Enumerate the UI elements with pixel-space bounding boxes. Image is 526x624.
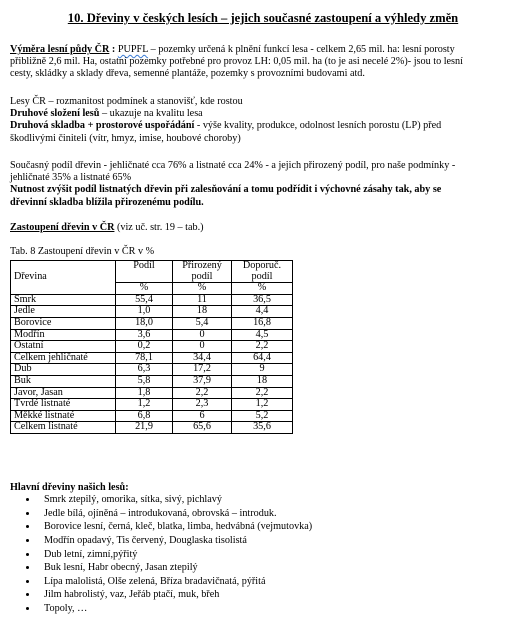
share-heading-label: Zastoupení dřevin v ČR bbox=[10, 222, 115, 233]
unit-cell: % bbox=[173, 283, 232, 295]
table-row bbox=[11, 399, 293, 411]
main-species-list bbox=[24, 494, 312, 617]
area-line-2: přibližně 2,6 mil. Ha, ostatní pozemky potřebné pro provoz LH: 0,05 mil. ha (to je asi necelé 2%)- jsou to lesní bbox=[10, 56, 463, 68]
diversity-line-3 bbox=[10, 120, 510, 132]
species-composition-term: Druhové složení lesů bbox=[10, 108, 100, 120]
current-bold-1: Nutnost zvýšit podíl listnatých dřevin při zalesňování a tomu podřídit i výchovné zásahy tak, aby se bbox=[10, 184, 442, 196]
value-cell: 55,4 bbox=[116, 294, 173, 306]
list-item: • Topoly, … bbox=[38, 603, 312, 615]
header-share: Podíl bbox=[116, 261, 173, 283]
table-row bbox=[11, 306, 293, 318]
value-cell: 65,6 bbox=[173, 422, 232, 434]
table-row bbox=[11, 329, 293, 341]
value-cell: 5,8 bbox=[116, 375, 173, 387]
value-cell: 11 bbox=[173, 294, 232, 306]
value-cell: 36,5 bbox=[232, 294, 293, 306]
diversity-paragraph bbox=[10, 96, 510, 145]
value-cell: 34,4 bbox=[173, 352, 232, 364]
area-label: Výměra lesní půdy ČR bbox=[10, 44, 110, 55]
value-cell: 1,2 bbox=[232, 399, 293, 411]
value-cell: 4,5 bbox=[232, 329, 293, 341]
species-name-cell: Měkké listnaté bbox=[11, 410, 116, 422]
structure-term: Druhová skladba + prostorové uspořádání bbox=[10, 120, 195, 132]
unit-cell: % bbox=[116, 283, 173, 295]
structure-desc: - výše kvality, produkce, odolnost lesních porostu (LP) před bbox=[194, 120, 442, 132]
diversity-line-2 bbox=[10, 108, 510, 120]
value-cell: 5,4 bbox=[173, 317, 232, 329]
species-name-cell: Celkem listnaté bbox=[11, 422, 116, 434]
value-cell: 1,0 bbox=[116, 306, 173, 318]
current-bold-2: dřevinní skladba blížila přirozenému podílu. bbox=[10, 196, 204, 208]
table-row bbox=[11, 364, 293, 376]
list-item: • Lípa malolistá, Olše zelená, Bříza bradavičnatá, pýřitá bbox=[38, 576, 312, 588]
value-cell: 37,9 bbox=[173, 375, 232, 387]
table-row bbox=[11, 410, 293, 422]
species-name-cell: Celkem jehličnaté bbox=[11, 352, 116, 364]
value-cell: 2,2 bbox=[232, 341, 293, 353]
value-cell: 17,2 bbox=[173, 364, 232, 376]
area-line-1: Výměra lesní půdy ČR : PUPFL – pozemky určená k plnění funkcí lesa - celkem 2,65 mil. ha: lesní porosty bbox=[10, 44, 455, 55]
area-paragraph bbox=[10, 44, 510, 81]
value-cell: 35,6 bbox=[232, 422, 293, 434]
species-name-cell: Tvrdé listnaté bbox=[11, 399, 116, 411]
table-row bbox=[11, 294, 293, 306]
value-cell: 2,2 bbox=[173, 387, 232, 399]
value-cell: 18 bbox=[232, 375, 293, 387]
value-cell: 21,9 bbox=[116, 422, 173, 434]
table-row bbox=[11, 352, 293, 364]
list-item: • Borovice lesní, černá, kleč, blatka, limba, hedvábná (vejmutovka) bbox=[38, 521, 312, 533]
table-row bbox=[11, 422, 293, 434]
species-composition-desc: – ukazuje na kvalitu lesa bbox=[99, 108, 203, 120]
table-body bbox=[11, 294, 293, 433]
value-cell: 4,4 bbox=[232, 306, 293, 318]
value-cell: 16,8 bbox=[232, 317, 293, 329]
value-cell: 3,6 bbox=[116, 329, 173, 341]
area-abbr: PUPFL bbox=[117, 44, 149, 55]
current-share-paragraph bbox=[10, 160, 510, 209]
species-name-cell: Modřín bbox=[11, 329, 116, 341]
value-cell: 64,4 bbox=[232, 352, 293, 364]
list-item: • Dub letní, zimní,pýřitý bbox=[38, 549, 312, 561]
share-heading bbox=[10, 222, 510, 234]
value-cell: 18,0 bbox=[116, 317, 173, 329]
species-name-cell: Dub bbox=[11, 364, 116, 376]
header-natural-share: Přirozený podíl bbox=[173, 261, 232, 283]
page-title: 10. Dřeviny v českých lesích – jejich současné zastoupení a výhledy změn bbox=[67, 11, 459, 25]
value-cell: 1,8 bbox=[116, 387, 173, 399]
share-heading-rest: (viz uč. str. 19 – tab.) bbox=[114, 222, 204, 233]
species-share-table bbox=[10, 260, 293, 434]
value-cell: 6,3 bbox=[116, 364, 173, 376]
value-cell: 78,1 bbox=[116, 352, 173, 364]
table-row bbox=[11, 341, 293, 353]
current-line-2: jehličnaté 35% a listnaté 65% bbox=[10, 172, 132, 184]
value-cell: 6,8 bbox=[116, 410, 173, 422]
diversity-line-1: Lesy ČR – rozmanitost podmínek a stanovišť, kde rostou bbox=[10, 96, 243, 107]
table-row bbox=[11, 317, 293, 329]
value-cell: 0 bbox=[173, 329, 232, 341]
value-cell: 5,2 bbox=[232, 410, 293, 422]
area-line-1-rest: – pozemky určená k plnění funkcí lesa - celkem 2,65 mil. ha: lesní porosty bbox=[148, 44, 455, 55]
list-item: • Modřín opadavý, Tis červený, Douglaska tisolistá bbox=[38, 535, 312, 547]
table-row bbox=[11, 387, 293, 399]
main-species-heading: Hlavní dřeviny našich lesů: bbox=[10, 482, 129, 493]
value-cell: 0,2 bbox=[116, 341, 173, 353]
value-cell: 2,2 bbox=[232, 387, 293, 399]
species-name-cell: Ostatní bbox=[11, 341, 116, 353]
value-cell: 1,2 bbox=[116, 399, 173, 411]
table-caption: Tab. 8 Zastoupení dřevin v ČR v % bbox=[10, 246, 155, 257]
diversity-line-4: škodlivými činiteli (vítr, hmyz, imise, houbové choroby) bbox=[10, 132, 241, 144]
value-cell: 18 bbox=[173, 306, 232, 318]
header-species: Dřevina bbox=[11, 261, 116, 295]
species-name-cell: Buk bbox=[11, 375, 116, 387]
table-row bbox=[11, 375, 293, 387]
value-cell: 0 bbox=[173, 341, 232, 353]
value-cell: 9 bbox=[232, 364, 293, 376]
unit-cell: % bbox=[232, 283, 293, 295]
current-line-1: Současný podíl dřevin - jehličnaté cca 76% a listnaté cca 24% - a jejich přirozený podíl, pro naše podmínky - bbox=[10, 160, 456, 171]
list-item: • Jedle bílá, ojíněná – introdukovaná, obrovská – introduk. bbox=[38, 508, 312, 520]
header-recommended-share: Doporuč. podíl bbox=[232, 261, 293, 283]
list-item: • Buk lesní, Habr obecný, Jasan ztepilý bbox=[38, 562, 312, 574]
species-name-cell: Javor, Jasan bbox=[11, 387, 116, 399]
species-name-cell: Smrk bbox=[11, 294, 116, 306]
value-cell: 6 bbox=[173, 410, 232, 422]
species-name-cell: Jedle bbox=[11, 306, 116, 318]
table-header-row bbox=[11, 261, 293, 283]
species-name-cell: Borovice bbox=[11, 317, 116, 329]
area-line-3: cesty, skládky a sklady dřeva, semenné plantáže, pozemky s provozními budovami atd. bbox=[10, 68, 365, 80]
value-cell: 2,3 bbox=[173, 399, 232, 411]
list-item: • Smrk ztepilý, omorika, sítka, sivý, pichlavý bbox=[38, 494, 312, 506]
list-item: • Jilm habrolistý, vaz, Jeřáb ptačí, muk, břeh bbox=[38, 589, 312, 601]
